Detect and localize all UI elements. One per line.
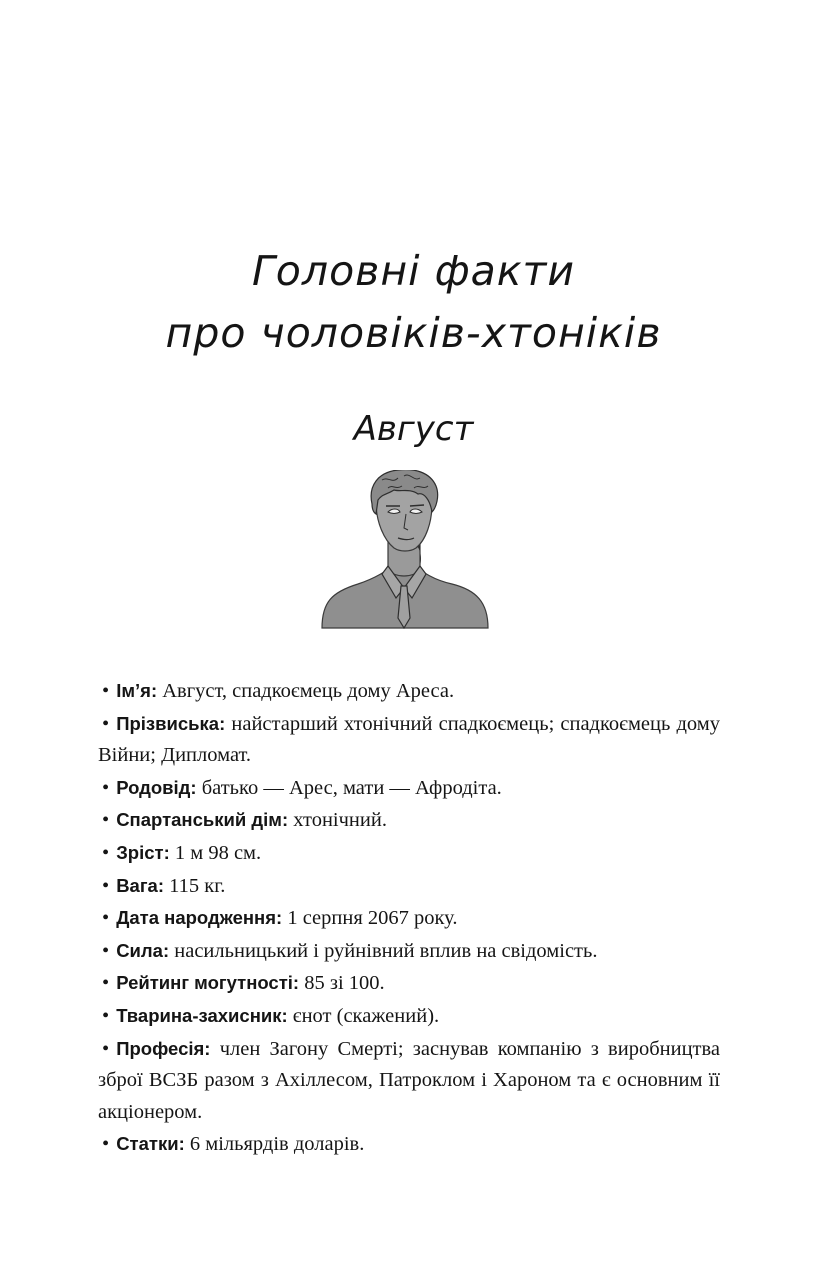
fact-item — [98, 675, 720, 708]
fact-label: Ім’я: — [116, 680, 158, 701]
fact-text: насильницький і руйнівний вплив на свідомість. — [174, 939, 598, 962]
fact-text: єнот (скажений). — [292, 1004, 440, 1027]
bust-portrait-icon — [318, 470, 490, 630]
fact-label: Родовід: — [116, 776, 197, 798]
fact-item — [98, 837, 720, 870]
fact-item — [98, 804, 720, 837]
fact-label: Професія: — [116, 1037, 211, 1059]
fact-text: 115 кг. — [169, 874, 226, 897]
bullet-icon: • — [102, 809, 110, 832]
bullet-icon: • — [102, 776, 110, 799]
fact-item — [98, 967, 720, 1000]
fact-text: 1 серпня 2067 року. — [287, 907, 458, 930]
fact-text: 85 зі 100. — [304, 972, 385, 995]
bullet-icon: • — [102, 972, 110, 995]
fact-label: Рейтинг могутності: — [116, 972, 300, 994]
fact-label: Сила: — [116, 939, 170, 961]
fact-label: Тварина-захисник: — [116, 1004, 288, 1026]
character-name-heading: Август — [353, 409, 474, 449]
bullet-icon: • — [102, 712, 110, 735]
bullet-icon: • — [102, 1004, 110, 1027]
fact-item — [98, 1000, 720, 1033]
page-title — [0, 240, 827, 364]
bullet-icon: • — [102, 1133, 110, 1156]
fact-label: Вага: — [116, 874, 164, 896]
fact-item — [98, 708, 720, 772]
page-title-line-1: Головні факти — [251, 247, 576, 295]
fact-text: 1 м 98 см. — [174, 841, 262, 864]
bullet-icon: • — [102, 874, 110, 897]
fact-item — [98, 870, 720, 903]
fact-text: найстарший хтонічний спадкоємець; спадкоємець дому Війни; Дипломат. — [98, 712, 720, 767]
fact-item — [98, 772, 720, 805]
fact-label: Статки: — [116, 1133, 185, 1155]
fact-label: Зріст: — [116, 841, 170, 863]
fact-text: Август, спадкоємець дому Ареса. — [162, 680, 455, 702]
bullet-icon: • — [102, 1037, 110, 1060]
bullet-icon: • — [102, 841, 110, 864]
fact-label: Прізвиська: — [116, 712, 226, 734]
bullet-icon: • — [102, 907, 110, 930]
fact-text: 6 мільярдів доларів. — [189, 1133, 365, 1156]
fact-text: член Загону Смерті; заснував компанію з виробництва зброї ВСЗБ разом з Ахіллесом, Патроклом і Хароном та є основним її акціонером. — [98, 1037, 721, 1123]
page-title-line-2: про чоловіків-хтоніків — [165, 309, 662, 357]
fact-item — [98, 1128, 720, 1161]
fact-item — [98, 935, 720, 968]
fact-label: Спартанський дім: — [116, 809, 289, 831]
bullet-icon: • — [102, 939, 110, 962]
fact-item — [98, 902, 720, 935]
fact-text: батько — Арес, мати — Афродіта. — [201, 776, 502, 799]
fact-item — [98, 1033, 720, 1129]
fact-text: хтонічний. — [293, 809, 387, 832]
facts-list — [98, 675, 720, 1161]
bullet-icon: • — [102, 680, 110, 702]
fact-label: Дата народження: — [116, 907, 283, 929]
